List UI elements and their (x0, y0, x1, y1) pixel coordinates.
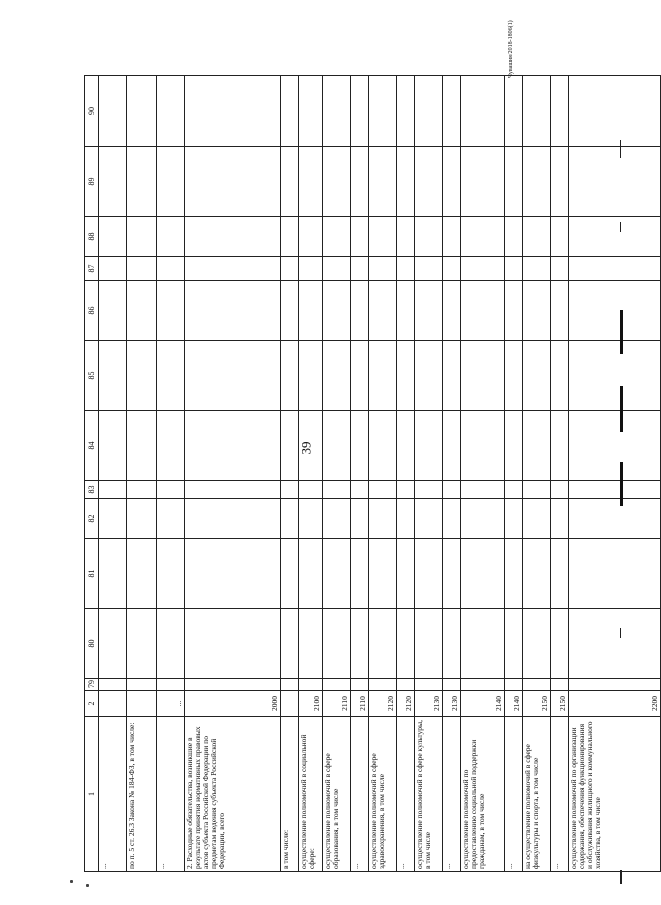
row-name-cell: 2. Расходные обязательства, возникшие в результате принятия нормативных правовых актов субъекта Российской Федерации по предметам ведения субъекта Российской Федерации, всего (185, 717, 281, 872)
row-name-cell: ... (505, 717, 523, 872)
table-row (443, 76, 461, 872)
value-cell (323, 341, 351, 411)
value-cell (127, 217, 157, 257)
scan-mark (620, 222, 621, 232)
value-cell (281, 539, 299, 609)
value-cell (551, 76, 569, 147)
value-cell (157, 609, 185, 679)
scan-speck (70, 880, 73, 883)
row-name-cell: осуществление полномочий по предоставлению социальной поддержки гражданам, в том числе (461, 717, 505, 872)
header-cell: 87 (85, 257, 99, 281)
value-cell (551, 281, 569, 341)
value-cell (569, 539, 661, 609)
value-cell (523, 281, 551, 341)
value-cell (299, 609, 323, 679)
value-cell (443, 499, 461, 539)
value-cell (415, 539, 443, 609)
value-cell (569, 481, 661, 499)
value-cell (569, 609, 661, 679)
value-cell (569, 341, 661, 411)
row-code-cell: 2000 (185, 691, 281, 717)
value-cell (551, 257, 569, 281)
value-cell (415, 481, 443, 499)
value-cell (351, 76, 369, 147)
table-row (99, 76, 127, 872)
value-cell (443, 147, 461, 217)
value-cell (461, 147, 505, 217)
value-cell (369, 679, 397, 691)
value-cell (569, 257, 661, 281)
value-cell (443, 481, 461, 499)
value-cell (299, 481, 323, 499)
row-code-cell: 2130 (443, 691, 461, 717)
value-cell (397, 341, 415, 411)
value-cell (551, 147, 569, 217)
value-cell (505, 679, 523, 691)
scan-mark (620, 386, 623, 432)
value-cell (99, 76, 127, 147)
value-cell (523, 147, 551, 217)
row-name-cell: ... (397, 717, 415, 872)
table-row (127, 76, 157, 872)
table-row (523, 76, 551, 872)
value-cell (157, 481, 185, 499)
row-name-cell: осуществление полномочий в сфере культуры, в том числе (415, 717, 443, 872)
value-cell (505, 76, 523, 147)
row-code-cell (127, 691, 157, 717)
value-cell (351, 257, 369, 281)
table-row (185, 76, 281, 872)
value-cell (551, 217, 569, 257)
value-cell (351, 679, 369, 691)
header-cell: 83 (85, 481, 99, 499)
row-name-cell: ... (99, 717, 127, 872)
value-cell (323, 539, 351, 609)
value-cell (299, 76, 323, 147)
value-cell (569, 411, 661, 481)
value-cell (185, 281, 281, 341)
value-cell (369, 341, 397, 411)
value-cell (415, 217, 443, 257)
scan-mark (298, 632, 299, 642)
table-row (551, 76, 569, 872)
value-cell (523, 76, 551, 147)
row-name-cell: осуществление полномочий в сфере образования, в том числе (323, 717, 351, 872)
value-cell (99, 679, 127, 691)
row-name-cell: осуществление полномочий в сфере здравоохранения, в том числе (369, 717, 397, 872)
value-cell (157, 341, 185, 411)
value-cell (523, 499, 551, 539)
value-cell (461, 76, 505, 147)
table-row (461, 76, 505, 872)
value-cell (185, 499, 281, 539)
value-cell (127, 499, 157, 539)
value-cell (185, 411, 281, 481)
value-cell (415, 499, 443, 539)
row-name-cell: осуществление полномочий в социальной сфере: (299, 717, 323, 872)
value-cell (185, 147, 281, 217)
value-cell (461, 411, 505, 481)
row-name-cell: на осуществление полномочий в сфере физкультуры и спорта, в том числе (523, 717, 551, 872)
value-cell (397, 539, 415, 609)
value-cell (99, 147, 127, 217)
value-cell (323, 147, 351, 217)
value-cell (523, 257, 551, 281)
value-cell (443, 609, 461, 679)
value-cell (299, 539, 323, 609)
value-cell (415, 281, 443, 341)
value-cell (351, 281, 369, 341)
value-cell (415, 76, 443, 147)
value-cell (323, 76, 351, 147)
value-cell (505, 147, 523, 217)
value-cell (505, 217, 523, 257)
value-cell (157, 679, 185, 691)
value-cell (569, 499, 661, 539)
obligations-table (84, 75, 661, 872)
header-cell: 90 (85, 76, 99, 147)
row-name-cell: в том числе: (281, 717, 299, 872)
value-cell (323, 481, 351, 499)
value-cell (323, 679, 351, 691)
value-cell (443, 281, 461, 341)
value-cell (185, 539, 281, 609)
row-name-cell: ... (157, 717, 185, 872)
value-cell (523, 217, 551, 257)
value-cell (99, 341, 127, 411)
value-cell (443, 341, 461, 411)
value-cell (397, 499, 415, 539)
table-row (569, 76, 661, 872)
value-cell (127, 679, 157, 691)
value-cell (369, 609, 397, 679)
value-cell (281, 609, 299, 679)
header-cell: 81 (85, 539, 99, 609)
row-code-cell: 2120 (397, 691, 415, 717)
value-cell (523, 539, 551, 609)
value-cell (505, 257, 523, 281)
header-cell: 88 (85, 217, 99, 257)
value-cell (127, 539, 157, 609)
value-cell (369, 499, 397, 539)
value-cell (299, 257, 323, 281)
value-cell (443, 411, 461, 481)
value-cell (323, 499, 351, 539)
header-cell: 2 (85, 691, 99, 717)
value-cell (323, 217, 351, 257)
value-cell (185, 481, 281, 499)
value-cell (551, 481, 569, 499)
row-name-cell: по п. 5 ст. 26.3 Закона № 184-ФЗ, в том числе: (127, 717, 157, 872)
value-cell (281, 257, 299, 281)
table-row (157, 76, 185, 872)
table-row (505, 76, 523, 872)
value-cell (299, 499, 323, 539)
value-cell (523, 341, 551, 411)
value-cell (299, 147, 323, 217)
value-cell (461, 499, 505, 539)
header-cell: 89 (85, 147, 99, 217)
value-cell (351, 481, 369, 499)
value-cell (99, 609, 127, 679)
value-cell (569, 76, 661, 147)
value-cell (505, 539, 523, 609)
value-cell (299, 679, 323, 691)
scan-speck (86, 884, 89, 887)
table-row (299, 76, 323, 872)
scan-mark (620, 870, 622, 884)
value-cell (523, 411, 551, 481)
value-cell (505, 481, 523, 499)
value-cell (505, 499, 523, 539)
value-cell (281, 76, 299, 147)
row-name-cell: осуществление полномочий по организации содержания, обеспечения функционирования и обслуживания жилищного и коммунального хозяйства, в том числе (569, 717, 661, 872)
value-cell (281, 499, 299, 539)
value-cell (523, 679, 551, 691)
header-row (85, 76, 99, 872)
value-cell (351, 539, 369, 609)
header-cell: 86 (85, 281, 99, 341)
value-cell (281, 411, 299, 481)
document-stamp: Чувашия/2018-1806(1) (508, 20, 514, 78)
value-cell (397, 411, 415, 481)
scan-mark (620, 310, 623, 354)
row-name-cell: ... (551, 717, 569, 872)
value-cell (99, 539, 127, 609)
value-cell (505, 609, 523, 679)
value-cell (461, 609, 505, 679)
value-cell (99, 411, 127, 481)
value-cell (157, 217, 185, 257)
value-cell (397, 257, 415, 281)
row-code-cell: 2200 (569, 691, 661, 717)
value-cell (369, 539, 397, 609)
value-cell (299, 217, 323, 257)
value-cell (397, 147, 415, 217)
value-cell (127, 257, 157, 281)
value-cell (415, 679, 443, 691)
value-cell (185, 76, 281, 147)
row-code-cell: ... (157, 691, 185, 717)
value-cell (127, 341, 157, 411)
value-cell (397, 481, 415, 499)
value-cell (127, 281, 157, 341)
value-cell (369, 281, 397, 341)
value-cell (185, 257, 281, 281)
value-cell (523, 609, 551, 679)
row-code-cell: 2110 (323, 691, 351, 717)
value-cell (127, 76, 157, 147)
value-cell (461, 679, 505, 691)
table-row (351, 76, 369, 872)
value-cell (551, 609, 569, 679)
value-cell (551, 499, 569, 539)
value-cell (299, 281, 323, 341)
value-cell (523, 481, 551, 499)
value-cell (397, 679, 415, 691)
value-cell (185, 341, 281, 411)
value-cell (323, 281, 351, 341)
value-cell (505, 411, 523, 481)
value-cell (185, 609, 281, 679)
value-cell (551, 679, 569, 691)
value-cell (369, 147, 397, 217)
header-cell: 85 (85, 341, 99, 411)
value-cell (443, 76, 461, 147)
header-cell: 79 (85, 679, 99, 691)
scan-mark (620, 628, 621, 638)
header-cell: 84 (85, 411, 99, 481)
value-cell (99, 499, 127, 539)
value-cell (323, 609, 351, 679)
value-cell (569, 147, 661, 217)
value-cell (185, 679, 281, 691)
value-cell (281, 679, 299, 691)
value-cell (299, 411, 323, 481)
value-cell (443, 679, 461, 691)
value-cell (127, 411, 157, 481)
row-name-cell: ... (351, 717, 369, 872)
value-cell (281, 147, 299, 217)
value-cell (157, 539, 185, 609)
value-cell (299, 341, 323, 411)
value-cell (551, 411, 569, 481)
value-cell (99, 217, 127, 257)
scan-mark (620, 462, 623, 506)
row-code-cell: 2140 (505, 691, 523, 717)
value-cell (157, 257, 185, 281)
budget-table (84, 76, 659, 872)
value-cell (415, 147, 443, 217)
value-cell (351, 609, 369, 679)
value-cell (461, 341, 505, 411)
value-cell (127, 147, 157, 217)
row-code-cell: 2110 (351, 691, 369, 717)
value-cell (369, 481, 397, 499)
value-cell (351, 341, 369, 411)
table-row (397, 76, 415, 872)
value-cell (127, 609, 157, 679)
value-cell (157, 499, 185, 539)
value-cell (351, 147, 369, 217)
value-cell (157, 281, 185, 341)
value-cell (281, 481, 299, 499)
header-cell: 80 (85, 609, 99, 679)
row-name-cell: ... (443, 717, 461, 872)
value-cell (443, 539, 461, 609)
scan-mark (620, 140, 621, 158)
row-code-cell (281, 691, 299, 717)
value-cell (569, 217, 661, 257)
value-cell (415, 609, 443, 679)
row-code-cell: 2140 (461, 691, 505, 717)
value-cell (397, 76, 415, 147)
value-cell (369, 411, 397, 481)
value-cell (397, 609, 415, 679)
value-cell (461, 257, 505, 281)
row-code-cell: 2150 (551, 691, 569, 717)
row-code-cell: 2130 (415, 691, 443, 717)
value-cell (505, 281, 523, 341)
table-row (323, 76, 351, 872)
value-cell (397, 217, 415, 257)
row-code-cell: 2120 (369, 691, 397, 717)
table-row (415, 76, 443, 872)
value-cell (281, 217, 299, 257)
table-row (369, 76, 397, 872)
value-cell (281, 341, 299, 411)
value-cell (415, 411, 443, 481)
value-cell (351, 499, 369, 539)
value-cell (461, 217, 505, 257)
value-cell (323, 257, 351, 281)
value-cell (99, 281, 127, 341)
value-cell (127, 481, 157, 499)
value-cell (351, 217, 369, 257)
value-cell (323, 411, 351, 481)
table-row (281, 76, 299, 872)
value-cell (461, 281, 505, 341)
value-cell (369, 257, 397, 281)
value-cell (505, 341, 523, 411)
header-cell: 1 (85, 717, 99, 872)
header-cell: 82 (85, 499, 99, 539)
value-cell (461, 481, 505, 499)
value-cell (157, 411, 185, 481)
value-cell (99, 481, 127, 499)
value-cell (157, 147, 185, 217)
value-cell (443, 217, 461, 257)
value-cell (443, 257, 461, 281)
value-cell (415, 257, 443, 281)
value-cell (551, 539, 569, 609)
value-cell (397, 281, 415, 341)
value-cell (415, 341, 443, 411)
value-cell (281, 281, 299, 341)
value-cell (551, 341, 569, 411)
value-cell (369, 217, 397, 257)
row-code-cell (99, 691, 127, 717)
row-code-cell: 2100 (299, 691, 323, 717)
value-cell (369, 76, 397, 147)
value-cell (351, 411, 369, 481)
value-cell (99, 257, 127, 281)
row-code-cell: 2150 (523, 691, 551, 717)
value-cell (157, 76, 185, 147)
value-cell (461, 539, 505, 609)
value-cell (569, 679, 661, 691)
page-number: 39 (298, 441, 314, 455)
value-cell (185, 217, 281, 257)
value-cell (569, 281, 661, 341)
